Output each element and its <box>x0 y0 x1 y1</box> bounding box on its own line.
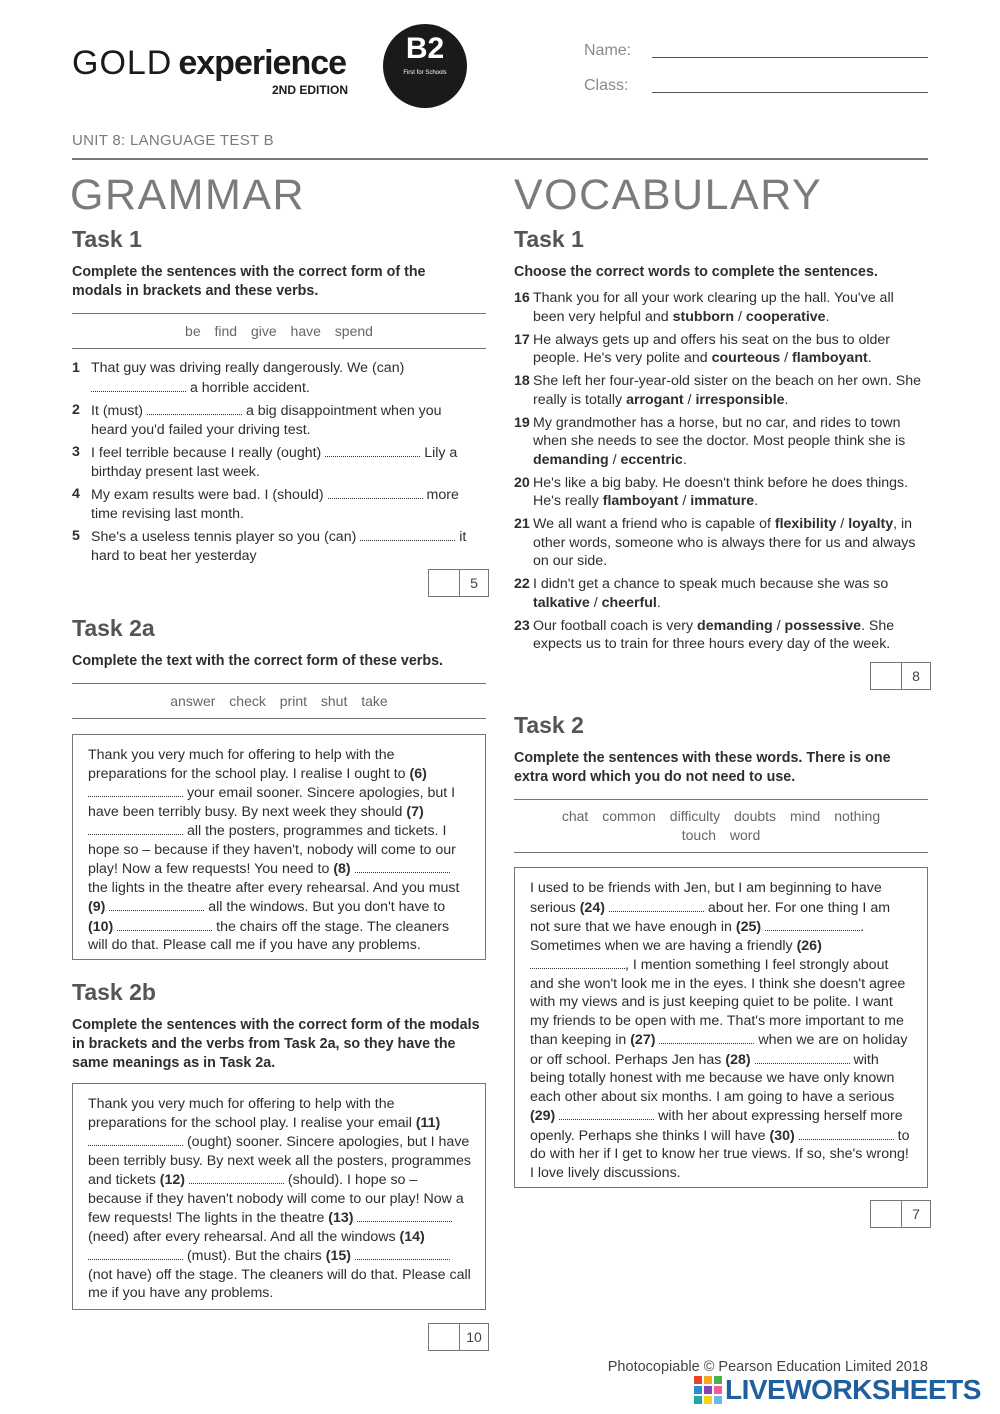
question-item: 18 She left her four-year-old sister on the beach on her own. She really is totally arrogant / irresponsible. <box>514 372 928 414</box>
answer-blank-13[interactable] <box>357 1208 452 1222</box>
passage-text: with her about expressing herself more openly. Perhaps she thinks I will have <box>530 1108 903 1144</box>
grammar-task2b-instruction: Complete the sentences with the correct form of the modals in brackets and the verbs from Task 2a, so they have the same meanings as in Task 2a. <box>72 1017 480 1071</box>
blank-number: (12) <box>159 1172 186 1188</box>
passage-text: , I mention something I feel strongly about and she won't look me in the eyes. I think she doesn't agree with my views and is just keeping quiet to be polite. I want my friends to be open with me. That's more important to me than keeping in <box>530 957 906 1048</box>
word: be <box>185 323 201 339</box>
question-text: a horrible accident. <box>189 379 310 396</box>
blank-number: (6) <box>409 765 427 782</box>
question-text: a big disappointment when you heard you'd failed your driving test. <box>91 403 442 438</box>
question-text: My grandmother has a horse, but no car, and rides to town when she needs to see the doctor. Most people think she is <box>533 414 906 449</box>
word: shut <box>320 693 348 709</box>
answer-blank-25[interactable] <box>765 917 860 931</box>
blank-number: (7) <box>406 803 424 820</box>
question-item: 16 Thank you for all your work clearing up the hall. You've all been very helpful and stubborn / cooperative. <box>514 289 928 331</box>
word: give <box>250 323 277 339</box>
vocab-task2-textbox <box>514 867 928 1188</box>
question-text: I didn't get a chance to speak much because she was so <box>533 576 889 592</box>
question-item <box>72 401 472 443</box>
question-text: it hard to beat her yesterday <box>91 529 467 564</box>
word: answer <box>170 693 216 709</box>
vocab-task2-wordbox <box>514 799 928 853</box>
blank-number: (30) <box>769 1127 795 1144</box>
choice-option[interactable]: demanding <box>697 617 773 634</box>
vocabulary-heading: VOCABULARY <box>514 171 823 219</box>
question-text: . <box>682 451 687 468</box>
question-number: 19 <box>514 414 530 431</box>
logo-square <box>704 1376 712 1384</box>
score-total: 7 <box>912 1206 920 1222</box>
score-box-vocab-task1 <box>870 662 931 690</box>
choice-option[interactable]: possessive <box>784 617 862 634</box>
passage-text: Thank you very much for offering to help with the preparations for the school play. I realise your email <box>88 1096 412 1131</box>
question-text: Lily a birthday present last week. <box>91 445 458 480</box>
question-text: He always gets up and offers his seat on the bus to older people. He's very polite and <box>533 331 891 366</box>
answer-blank-24[interactable] <box>609 898 704 912</box>
answer-blank-6[interactable] <box>88 783 183 797</box>
grammar-task2b-textbox <box>72 1083 486 1310</box>
question-text: . <box>754 493 759 509</box>
grammar-task1-instruction: Complete the sentences with the correct form of the modals in brackets and these verbs. <box>72 264 426 299</box>
answer-blank-5[interactable] <box>360 527 455 541</box>
question-item <box>72 485 472 527</box>
passage-text: to do with her if I get to know her true views. If so, she's wrong! I love lively discussions. <box>530 1127 910 1181</box>
question-number: 5 <box>72 528 80 544</box>
logo-square <box>714 1386 722 1394</box>
question-text: Thank you for all your work clearing up the hall. You've all been very helpful and <box>533 290 894 325</box>
word: find <box>214 323 238 339</box>
blank-number: (24) <box>579 899 605 916</box>
question-text: That guy was driving really dangerously. We (can) <box>91 360 405 376</box>
question-text: Our football coach is very <box>533 617 694 634</box>
passage-text: all the windows. But you don't have to <box>208 899 446 915</box>
blank-number: (26) <box>796 937 822 954</box>
grammar-task1-title: Task 1 <box>72 226 142 252</box>
name-label: Name: <box>584 42 632 59</box>
answer-blank-12[interactable] <box>189 1170 284 1184</box>
grammar-heading: GRAMMAR <box>70 171 306 219</box>
choice-option[interactable]: courteous <box>711 350 781 366</box>
word: word <box>729 827 761 843</box>
word: common <box>602 808 656 824</box>
vocab-task2-instruction: Complete the sentences with these words. There is one extra word which you do not need to use. <box>514 750 891 785</box>
answer-blank-15[interactable] <box>355 1246 450 1260</box>
passage-text: all the posters, programmes and tickets. I hope so – because if they haven't, nobody will come to our play! Now a few requests! You need to <box>88 823 456 877</box>
brand-light: GOLD <box>72 44 173 82</box>
answer-blank-28[interactable] <box>755 1050 850 1064</box>
word: check <box>229 693 266 709</box>
class-label: Class: <box>584 77 629 94</box>
question-text: , in other words, someone who is always there for us and always on our side. <box>533 516 916 569</box>
answer-blank-3[interactable] <box>325 443 420 457</box>
word: take <box>361 693 388 709</box>
question-item: 17 He always gets up and offers his seat on the bus to older people. He's very polite and courteous / flamboyant. <box>514 331 928 373</box>
answer-blank-1[interactable] <box>91 378 186 392</box>
question-text: more time revising last month. <box>91 487 459 522</box>
level-text: B2 <box>405 32 445 65</box>
logo-square <box>704 1396 712 1404</box>
name-field[interactable] <box>652 57 928 58</box>
question-text: We all want a friend who is capable of <box>533 516 771 532</box>
blank-number: (14) <box>399 1228 425 1245</box>
vocab-task1-items <box>514 289 928 658</box>
score-total: 10 <box>466 1329 482 1345</box>
question-text: . <box>825 308 830 325</box>
choice-option[interactable]: eccentric <box>620 451 683 468</box>
question-item <box>72 443 472 485</box>
choice-option[interactable]: immature <box>690 493 755 509</box>
question-text: . <box>867 350 872 366</box>
logo-square <box>714 1376 722 1384</box>
passage-text: I used to be friends with Jen, but I am beginning to have serious <box>530 880 882 916</box>
answer-blank-9[interactable] <box>109 897 204 911</box>
question-number: 2 <box>72 402 80 418</box>
grammar-task2a-textbox <box>72 734 486 960</box>
answer-blank-14[interactable] <box>88 1246 183 1260</box>
passage-text: with being totally honest with me because we have only known each other about six months. I am going to have a serious <box>530 1051 895 1105</box>
question-item: 19 My grandmother has a horse, but no car, and rides to town when she needs to see the doctor. Most people think she is demanding / eccentric. <box>514 414 928 474</box>
logo-squares-icon <box>694 1376 722 1404</box>
answer-blank-4[interactable] <box>328 485 423 499</box>
question-text: . <box>784 391 789 408</box>
score-input[interactable] <box>871 1201 902 1227</box>
logo-square <box>694 1376 702 1384</box>
question-item: 20 He's like a big baby. He doesn't think before he does things. He's really flamboyant / immature. <box>514 474 928 516</box>
question-text: He's like a big baby. He doesn't think before he does things. He's really <box>533 474 909 509</box>
score-total: 8 <box>912 668 920 684</box>
choice-option[interactable]: arrogant <box>626 391 684 408</box>
choice-option[interactable]: cooperative <box>745 308 826 325</box>
logo-square <box>694 1386 702 1394</box>
answer-blank-26[interactable] <box>530 955 625 969</box>
question-number: 18 <box>514 373 530 389</box>
question-text: . <box>656 594 661 611</box>
word: nothing <box>834 808 881 824</box>
question-item: 23 Our football coach is very demanding / possessive. She expects us to train for three hours every day of the week. <box>514 617 928 659</box>
passage-text: (need) after every rehearsal. And all the windows <box>88 1228 396 1245</box>
question-item <box>72 359 472 401</box>
vocab-task2-title: Task 2 <box>514 712 584 738</box>
class-field[interactable] <box>652 92 928 93</box>
question-number: 17 <box>514 331 530 348</box>
question-number: 20 <box>514 474 530 491</box>
word: difficulty <box>669 808 721 824</box>
grammar-task2a-title: Task 2a <box>72 615 155 641</box>
blank-number: (11) <box>415 1114 441 1131</box>
score-input[interactable] <box>871 663 902 689</box>
question-text: My exam results were bad. I (should) <box>91 487 324 503</box>
choice-option[interactable]: stubborn <box>672 308 735 325</box>
score-total: 5 <box>470 575 478 591</box>
logo-square <box>694 1396 702 1404</box>
liveworksheets-logo[interactable] <box>694 1374 981 1406</box>
question-number: 3 <box>72 444 80 460</box>
passage-text: the lights in the theatre after every rehearsal. And you must <box>88 879 460 896</box>
word: touch <box>681 827 716 843</box>
blank-number: (27) <box>630 1032 656 1048</box>
choice-option[interactable]: talkative <box>533 594 590 611</box>
passage-text: Thank you very much for offering to help with the preparations for the school play. I realise I ought to <box>88 747 406 782</box>
answer-blank-30[interactable] <box>799 1126 894 1140</box>
passage-text: your email sooner. Sincere apologies, but I have been terribly busy. By next week they should <box>88 785 456 820</box>
word: chat <box>561 808 589 824</box>
logo-square <box>704 1386 712 1394</box>
blank-number: (15) <box>325 1248 351 1264</box>
question-number: 21 <box>514 516 530 532</box>
answer-blank-7[interactable] <box>88 821 183 835</box>
word: doubts <box>734 808 777 824</box>
choice-option[interactable]: irresponsible <box>695 391 785 408</box>
blank-number: (28) <box>725 1051 751 1068</box>
word: have <box>290 323 321 339</box>
passage-text: about her. For one thing I am not sure that we have enough in <box>530 899 891 935</box>
choice-option[interactable]: demanding <box>533 451 609 468</box>
question-text: She left her four-year-old sister on the beach on her own. She really is totally <box>533 373 922 408</box>
passage-text: (ought) sooner. Sincere apologies, but I have been terribly busy. By next week all the posters, programmes and tickets <box>88 1134 471 1188</box>
choice-option[interactable]: flexibility <box>774 516 837 532</box>
brand-bold: experience <box>178 44 347 82</box>
word: print <box>279 693 307 709</box>
blank-number: (13) <box>328 1210 354 1226</box>
passage-text: when we are on holiday or off school. Perhaps Jen has <box>530 1032 908 1068</box>
passage-text: (not have) off the stage. The cleaners will do that. Please call me if you have any problems. <box>88 1266 471 1301</box>
unit-title: UNIT 8: LANGUAGE TEST B <box>72 132 274 149</box>
question-text: She's a useless tennis player so you (can) <box>91 529 357 545</box>
blank-number: (8) <box>333 861 351 877</box>
question-text: I feel terrible because I really (ought) <box>91 445 322 461</box>
answer-blank-11[interactable] <box>88 1132 183 1146</box>
score-box-vocab-task2 <box>870 1200 931 1228</box>
answer-blank-8[interactable] <box>355 859 450 873</box>
grammar-task1-wordbox <box>72 313 486 349</box>
answer-blank-27[interactable] <box>659 1030 754 1044</box>
score-box-grammar-task2 <box>428 1323 489 1351</box>
blank-number: (10) <box>88 918 114 935</box>
brand-logo <box>72 44 346 83</box>
level-badge <box>383 24 467 108</box>
copyright-text: Photocopiable © Pearson Education Limited 2018 <box>607 1359 928 1375</box>
question-number: 16 <box>514 290 530 306</box>
grammar-task2a-instruction: Complete the text with the correct form of these verbs. <box>72 653 444 669</box>
blank-number: (29) <box>530 1108 556 1124</box>
question-number: 22 <box>514 576 530 592</box>
passage-text: the chairs off the stage. The cleaners will do that. Please call me if you have any problems. <box>88 918 450 953</box>
question-number: 23 <box>514 617 530 634</box>
logo-square <box>714 1396 722 1404</box>
score-input[interactable] <box>429 1324 460 1350</box>
question-item <box>72 527 472 569</box>
passage-text: (should). I hope so – because if they haven't nobody will come to our play! Now a few requests! The lights in the theatre <box>88 1172 464 1226</box>
question-number: 1 <box>72 360 80 376</box>
logo-text: LIVEWORKSHEETS <box>725 1374 981 1405</box>
choice-option[interactable]: loyalty <box>848 516 894 532</box>
question-item: 21 We all want a friend who is capable of flexibility / loyalty, in other words, someone who is always there for us and always on our side. <box>514 515 928 575</box>
answer-blank-2[interactable] <box>147 401 242 415</box>
answer-blank-10[interactable] <box>117 917 212 931</box>
header-divider <box>72 158 928 160</box>
edition-label: 2ND EDITION <box>272 83 349 97</box>
blank-number: (25) <box>735 919 762 935</box>
grammar-task2b-title: Task 2b <box>72 979 156 1005</box>
score-box-grammar-task1 <box>428 569 489 597</box>
choice-option[interactable]: flamboyant <box>792 350 868 366</box>
grammar-task2a-wordbox <box>72 683 486 719</box>
question-text: . She expects us to train for three hours every day of the week. <box>533 617 895 652</box>
score-input[interactable] <box>429 570 460 596</box>
choice-option[interactable]: flamboyant <box>602 493 679 509</box>
grammar-task1-items <box>72 359 472 569</box>
question-text: It (must) <box>91 403 144 419</box>
passage-text: (must). But the chairs <box>186 1248 322 1264</box>
passage-text: . Sometimes when we are having a friendly <box>530 919 865 954</box>
question-item: 22 I didn't get a chance to speak much because she was so talkative / cheerful. <box>514 575 928 617</box>
blank-number: (9) <box>88 899 106 915</box>
vocab-task1-title: Task 1 <box>514 226 584 252</box>
vocab-task1-instruction: Choose the correct words to complete the sentences. <box>514 264 878 280</box>
answer-blank-29[interactable] <box>559 1106 654 1120</box>
question-number: 4 <box>72 486 80 502</box>
level-sub: First for Schools <box>403 70 447 76</box>
word: mind <box>789 808 821 824</box>
choice-option[interactable]: cheerful <box>601 594 657 611</box>
word: spend <box>334 323 373 339</box>
